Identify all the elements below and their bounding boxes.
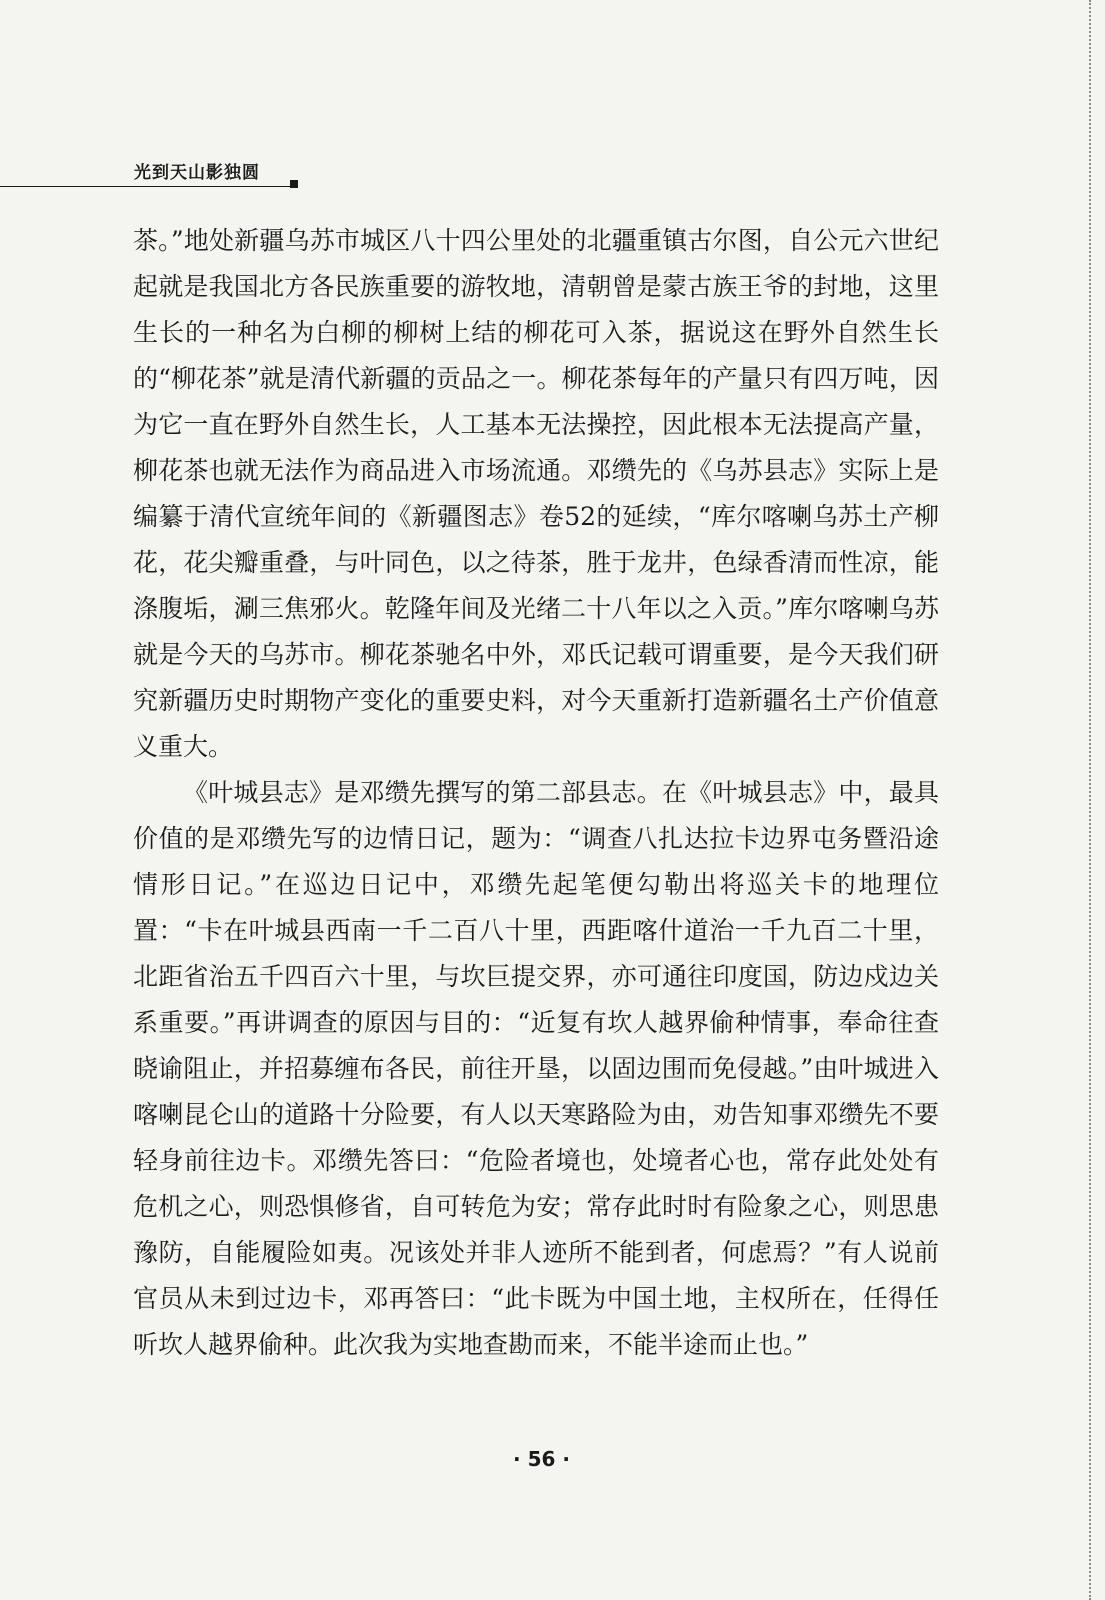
paragraph-2: 《叶城县志》是邓缵先撰写的第二部县志。在《叶城县志》中，最具价值的是邓缵先写的边情日记，题为：“调查八扎达拉卡边界屯务暨沿途情形日记。”在巡边日记中，邓缵先起笔便勾勒出将巡关卡的地理位置：“卡在叶城县西南一千二百八十里，西距喀什道治一千九百二十里，北距省治五千四百六十里，与坎巨提交界，亦可通往印度国，防边戍边关系重要。”再讲调查的原因与目的：“近复有坎人越界偷种情事，奉命往查晓谕阻止，并招募缠布各民，前往开垦，以固边围而免侵越。”由叶城进入喀喇昆仑山的道路十分险要，有人以天寒路险为由，劝告知事邓缵先不要轻身前往边卡。邓缵先答曰：“危险者境也，处境者心也，常存此处处有危机之心，则恐惧修省，自可转危为安；常存此时时有险象之心，则思患豫防，自能履险如夷。况该处并非人迹所不能到者，何虑焉？”有人说前官员从未到过边卡，邓再答曰：“此卡既为中国土地，主权所在，任得任听坎人越界偷种。此次我为实地查勘而来，不能半途而止也。” [133, 778, 939, 1359]
paragraph-1: 茶。”地处新疆乌苏市城区八十四公里处的北疆重镇古尔图，自公元六世纪起就是我国北方各民族重要的游牧地，清朝曾是蒙古族王爷的封地，这里生长的一种名为白柳的柳树上结的柳花可入茶，据说这在野外自然生长的“柳花茶”就是清代新疆的贡品之一。柳花茶每年的产量只有四万吨，因为它一直在野外自然生长，人工基本无法操控，因此根本无法提高产量，柳花茶也就无法作为商品进入市场流通。邓缵先的《乌苏县志》实际上是编纂于清代宣统年间的《新疆图志》卷52的延续，“库尔喀喇乌苏土产柳花，花尖瓣重叠，与叶同色，以之待茶，胜于龙井，色绿香清而性凉，能涤腹垢，涮三焦邪火。乾隆年间及光绪二十八年以之入贡。”库尔喀喇乌苏就是今天的乌苏市。柳花茶驰名中外，邓氏记载可谓重要，是今天我们研究新疆历史时期物产变化的重要史料，对今天重新打造新疆名土产价值意义重大。 [133, 226, 939, 761]
body-text [133, 218, 939, 1368]
header-rule [0, 186, 290, 187]
running-title: 光到天山影独圆 [134, 163, 260, 183]
page-edge-line [1089, 0, 1091, 1600]
header-square-marker [290, 180, 298, 188]
running-header [0, 158, 300, 188]
page-number: · 56 · [513, 1447, 570, 1471]
